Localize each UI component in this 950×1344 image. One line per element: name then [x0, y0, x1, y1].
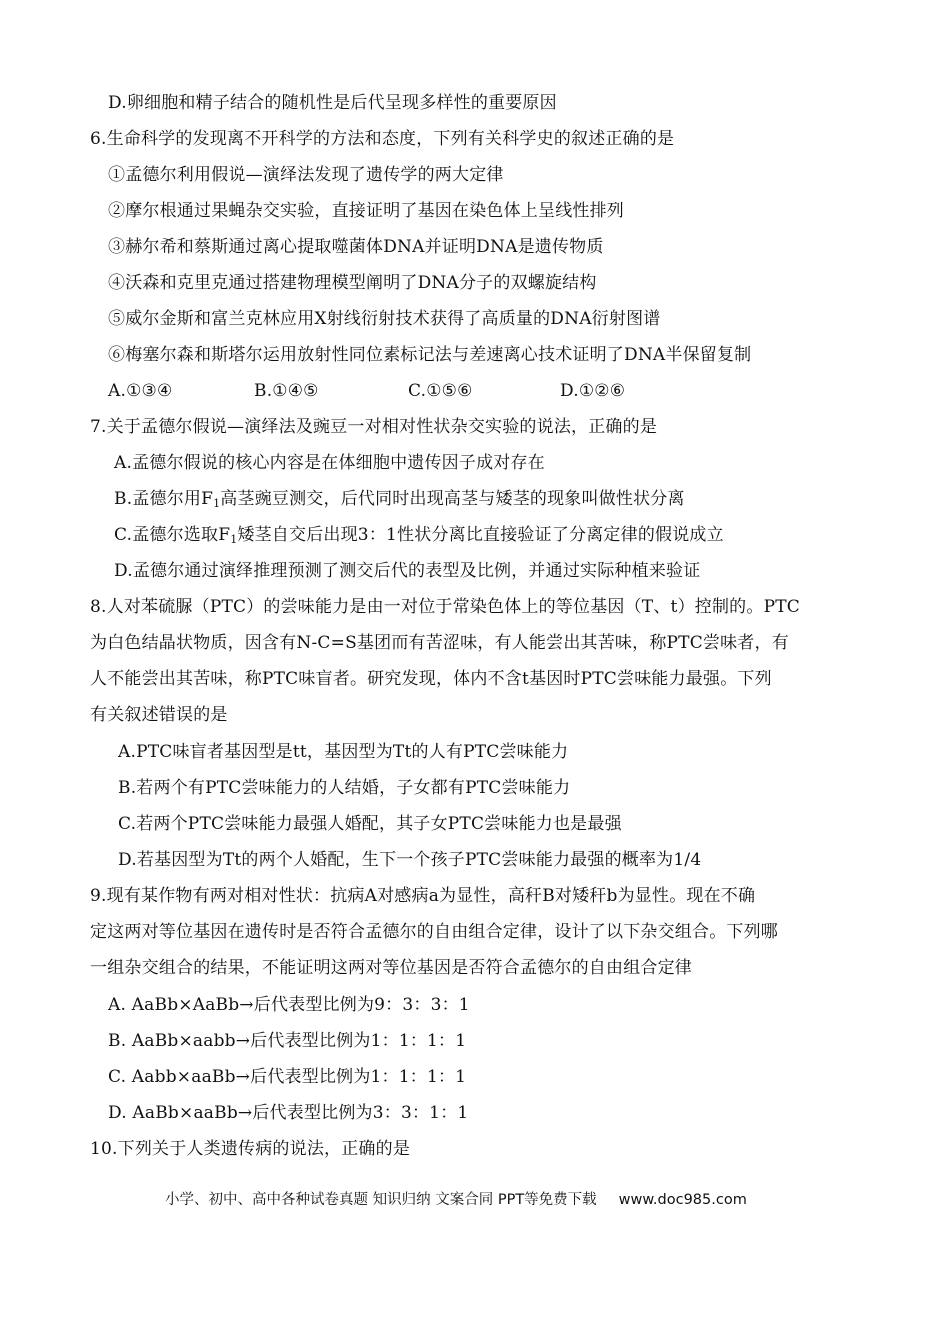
- q6-stem: 6.生命科学的发现离不开科学的方法和态度，下列有关科学史的叙述正确的是: [90, 129, 675, 149]
- q7-option-a: A.孟德尔假说的核心内容是在体细胞中遗传因子成对存在: [114, 453, 545, 473]
- footer-text: 小学、初中、高中各种试卷真题 知识归纳 文案合同 PPT等免费下载: [165, 1192, 597, 1208]
- q9-stem-line-3: 一组杂交组合的结果，不能证明这两对等位基因是否符合孟德尔的自由组合定律: [90, 958, 692, 978]
- q6-item-5: ⑤威尔金斯和富兰克林应用X射线衍射技术获得了高质量的DNA衍射图谱: [108, 309, 661, 329]
- q6-item-1: ①孟德尔利用假说—演绎法发现了遗传学的两大定律: [108, 165, 504, 185]
- q7-option-b-subscript: 1: [213, 497, 221, 510]
- q9-option-c: C. Aabb×aaBb→后代表型比例为1：1：1：1: [108, 1067, 467, 1087]
- q6-option-b: B.①④⑤: [254, 381, 319, 401]
- page-footer: [165, 1189, 747, 1211]
- q9-option-b: B. AaBb×aabb→后代表型比例为1：1：1：1: [108, 1031, 467, 1051]
- q9-option-a: A. AaBb×AaBb→后代表型比例为9：3：3：1: [108, 995, 470, 1015]
- q5-option-d: D.卵细胞和精子结合的随机性是后代呈现多样性的重要原因: [108, 93, 557, 113]
- q7-option-c-rest: 矮茎自交后出现3：1性状分离比直接验证了分离定律的假说成立: [237, 525, 724, 545]
- q8-stem-line-4: 有关叙述错误的是: [90, 705, 228, 725]
- q7-option-c-prefix: C.孟德尔选取F: [114, 525, 231, 545]
- q6-option-a: A.①③④: [108, 381, 173, 401]
- q7-option-c-subscript: 1: [230, 533, 238, 546]
- q7-option-d: D.孟德尔通过演绎推理预测了测交后代的表型及比例，并通过实际种植来验证: [114, 561, 701, 581]
- q9-option-d: D. AaBb×aaBb→后代表型比例为3：3：1：1: [108, 1103, 469, 1123]
- q9-stem-line-2: 定这两对等位基因在遗传时是否符合孟德尔的自由组合定律，设计了以下杂交组合。下列哪: [90, 922, 778, 942]
- q6-item-6: ⑥梅塞尔森和斯塔尔运用放射性同位素标记法与差速离心技术证明了DNA半保留复制: [108, 345, 752, 365]
- q6-item-2: ②摩尔根通过果蝇杂交实验，直接证明了基因在染色体上呈线性排列: [108, 201, 624, 221]
- q8-stem-line-3: 人不能尝出其苦味，称PTC味盲者。研究发现，体内不含t基因时PTC尝味能力最强。下列: [90, 669, 772, 689]
- q8-stem-line-1: 8.人对苯硫脲（PTC）的尝味能力是由一对位于常染色体上的等位基因（T、t）控制的。PTC: [90, 597, 800, 617]
- q6-option-d: D.①②⑥: [560, 381, 626, 401]
- q7-stem: 7.关于孟德尔假说—演绎法及豌豆一对相对性状杂交实验的说法，正确的是: [90, 417, 658, 437]
- q6-item-3: ③赫尔希和蔡斯通过离心提取噬菌体DNA并证明DNA是遗传物质: [108, 237, 604, 257]
- q7-option-b: [114, 487, 685, 511]
- q7-option-b-rest: 高茎豌豆测交，后代同时出现高茎与矮茎的现象叫做性状分离: [220, 489, 685, 509]
- q8-option-a: A.PTC味盲者基因型是tt，基因型为Tt的人有PTC尝味能力: [118, 742, 569, 762]
- q6-item-4: ④沃森和克里克通过搭建物理模型阐明了DNA分子的双螺旋结构: [108, 273, 597, 293]
- q10-stem: 10.下列关于人类遗传病的说法，正确的是: [90, 1139, 411, 1159]
- q8-option-b: B.若两个有PTC尝味能力的人结婚，子女都有PTC尝味能力: [118, 778, 571, 798]
- q6-option-c: C.①⑤⑥: [408, 381, 473, 401]
- q8-option-d: D.若基因型为Tt的两个人婚配，生下一个孩子PTC尝味能力最强的概率为1/4: [118, 850, 702, 870]
- footer-link[interactable]: www.doc985.com: [618, 1192, 747, 1208]
- q7-option-b-prefix: B.孟德尔用F: [114, 489, 214, 509]
- q8-option-c: C.若两个PTC尝味能力最强人婚配，其子女PTC尝味能力也是最强: [118, 814, 622, 834]
- q9-stem-line-1: 9.现有某作物有两对相对性状：抗病A对感病a为显性，高秆B对矮秆b为显性。现在不确: [90, 886, 756, 906]
- q8-stem-line-2: 为白色结晶状物质，因含有N-C=S基团而有苦涩味，有人能尝出其苦味，称PTC尝味者，有: [90, 633, 789, 653]
- q7-option-c: [114, 523, 724, 547]
